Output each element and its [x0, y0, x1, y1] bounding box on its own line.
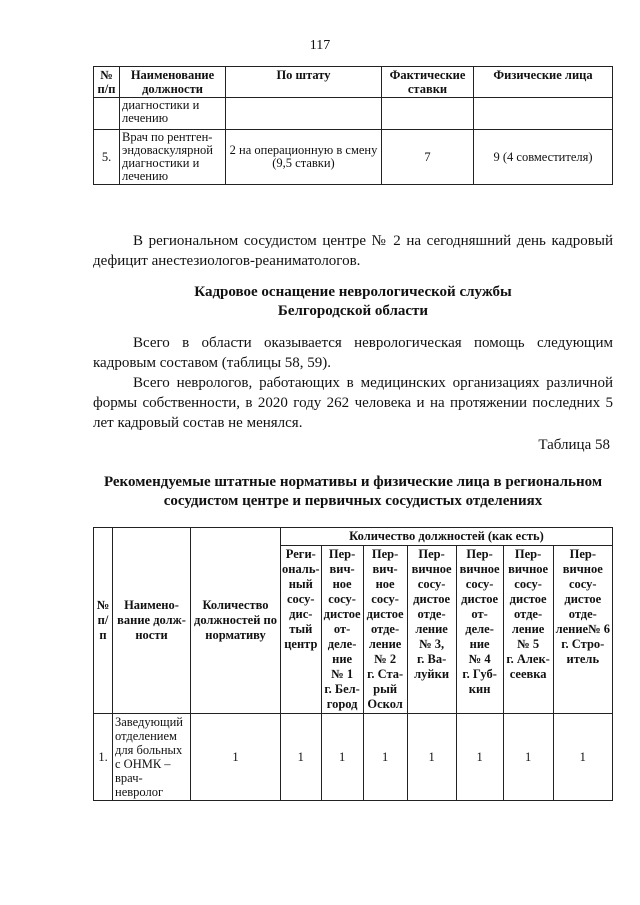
header-norm: Количество должностей по нормативу	[191, 528, 281, 714]
cell-department-1: 1	[321, 714, 363, 801]
cell-actual-rates: 7	[382, 130, 474, 185]
section-heading-neurology: Кадровое оснащение неврологической службы Белгородской области	[194, 284, 512, 319]
table-label: Таблица 58	[538, 437, 610, 453]
cell-department-4: 1	[456, 714, 503, 801]
neurology-staffing-table	[93, 527, 613, 801]
cell-position: Врач по рентген- эндоваскулярной диагностики и лечению	[120, 130, 226, 185]
paragraph-neurologists: Всего неврологов, работающих в медицинских организациях различной формы собственности, в 2020 году 262 человека и на протяжении последних 5 лет кадровый состав не менялся.	[93, 375, 613, 431]
cell-actual-rates	[382, 98, 474, 130]
cell-norm: 1	[191, 714, 281, 801]
cell-department-3: 1	[407, 714, 456, 801]
cell-department-2: 1	[363, 714, 407, 801]
table-header-row	[94, 528, 613, 546]
cell-number: 1.	[94, 714, 113, 801]
table-row	[94, 714, 613, 801]
cell-individuals	[474, 98, 613, 130]
table-row	[94, 98, 613, 130]
header-department-4: Пер- вичное сосу- дистое от- деле- ние № 4 г. Губ- кин	[456, 546, 503, 714]
cell-individuals: 9 (4 совместителя)	[474, 130, 613, 185]
cell-number	[94, 98, 120, 130]
header-actual-rates: Фактические ставки	[382, 67, 474, 98]
cell-position: Заведующий отделением для больных с ОНМК – врач- невролог	[113, 714, 191, 801]
header-department-6: Пер- вичное сосу- дистое отде- ление№ 6 г. Стро- итель	[553, 546, 612, 714]
header-department-5: Пер- вичное сосу- дистое отде- ление № 5 г. Алек- сеевка	[503, 546, 553, 714]
cell-department-6: 1	[553, 714, 612, 801]
staffing-table-continued	[93, 66, 613, 185]
paragraph-deficit: В региональном сосудистом центре № 2 на сегодняшний день кадровый дефицит анестезиологов-реаниматологов.	[93, 233, 613, 269]
table-header-row	[94, 67, 613, 98]
cell-regional-center: 1	[281, 714, 322, 801]
cell-department-5: 1	[503, 714, 553, 801]
page-number: 117	[309, 38, 331, 53]
header-number: № п/п	[94, 67, 120, 98]
cell-by-staff: 2 на операционную в смену (9,5 ставки)	[226, 130, 382, 185]
header-position: Наименование должности	[120, 67, 226, 98]
header-number: № п/п	[94, 528, 113, 714]
cell-by-staff	[226, 98, 382, 130]
header-by-staff: По штату	[226, 67, 382, 98]
header-actual-group: Количество должностей (как есть)	[281, 528, 613, 546]
table-row	[94, 130, 613, 185]
header-department-3: Пер- вичное сосу- дистое отде- ление № 3, г. Ва- луйки	[407, 546, 456, 714]
cell-position: диагностики и лечению	[120, 98, 226, 130]
header-regional-center: Реги- ональ- ный сосу- дис- тый центр	[281, 546, 322, 714]
header-department-2: Пер- вич- ное сосу- дистое отде- ление № 2 г. Ста- рый Оскол	[363, 546, 407, 714]
table-title: Рекомендуемые штатные нормативы и физические лица в региональном сосудистом центре и первичных сосудистых отделениях	[103, 474, 603, 509]
header-individuals: Физические лица	[474, 67, 613, 98]
paragraph-staffing: Всего в области оказывается неврологическая помощь следующим кадровым составом (таблицы 58, 59).	[93, 335, 613, 371]
header-department-1: Пер- вич- ное сосу- дистое от- деле- ние № 1 г. Бел- город	[321, 546, 363, 714]
cell-number: 5.	[94, 130, 120, 185]
header-position: Наимено- вание долж- ности	[113, 528, 191, 714]
